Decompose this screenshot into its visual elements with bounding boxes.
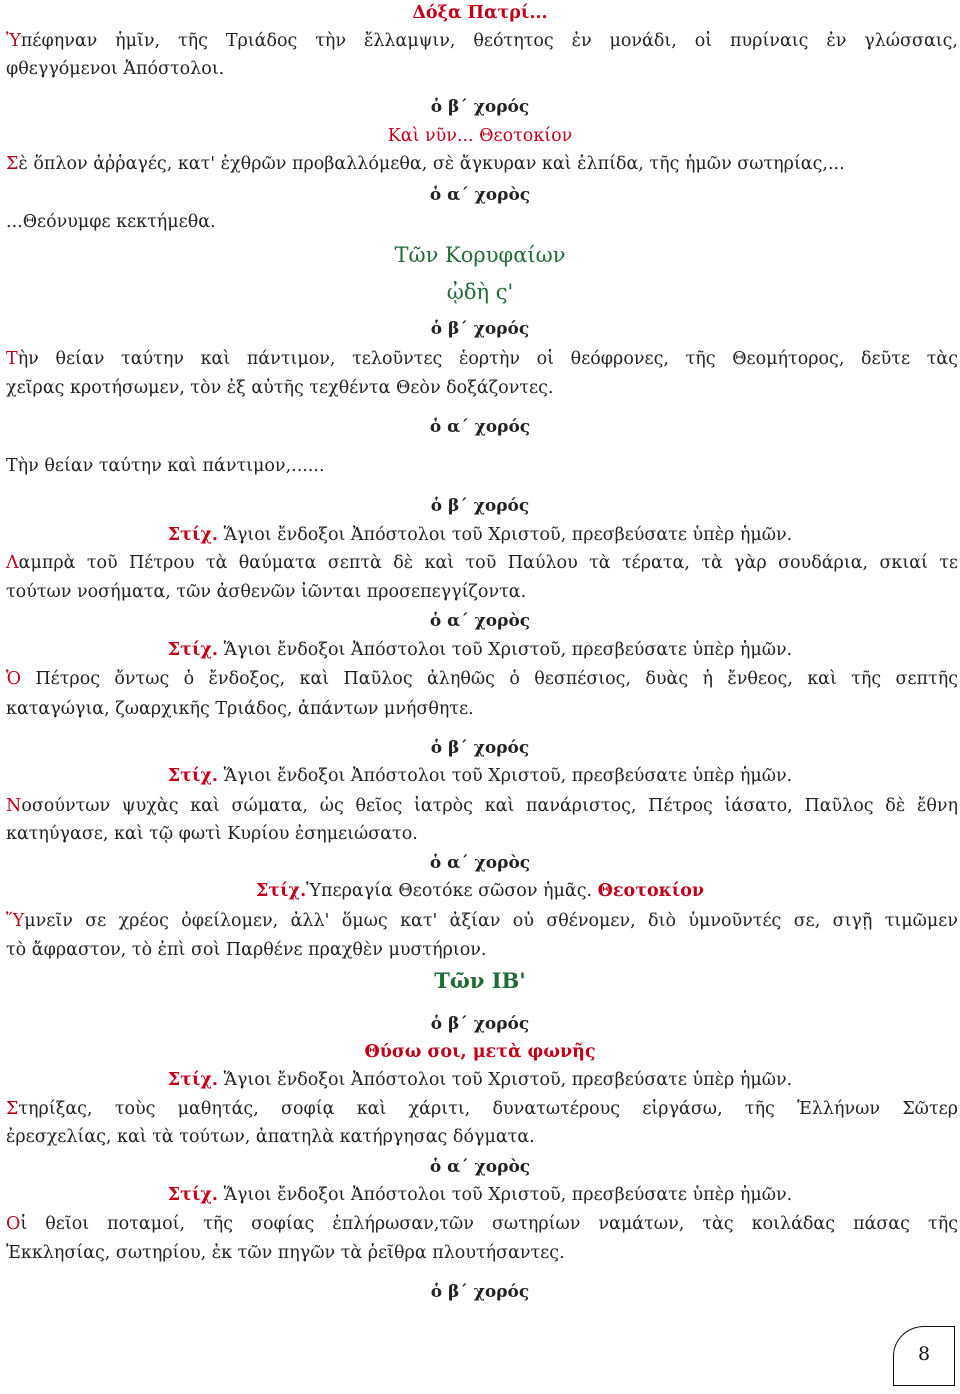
choir-text: ὁ α΄ χορὸς [429,611,531,631]
hymn-line [0,1242,960,1264]
initial-letter: Ο [6,1214,21,1234]
stichos-line [0,1184,960,1206]
hymn-line [0,1098,960,1120]
hymn-line [0,552,960,574]
hymn-text: ...Θεόνυμφε κεκτήμεθα. [6,212,216,232]
hymn-text: μνεῖν σε χρέος ὀφείλομεν, ἀλλ' ὅμως κατ' ἀξίαν οὐ σθένομεν, διὸ ὑμνοῦντές σε, σιγῇ τιμῶμεν [24,911,958,931]
hymn-text: τούτων νοσήματα, τῶν ἀσθενῶν ἰῶνται προσεπεγγίζοντα. [6,582,527,602]
section-heading [0,968,960,994]
hymn-text: πέφηναν ἡμῖν, τῆς Τριάδος τὴν ἔλλαμψιν, θεότητος ἐν μονάδι, οἱ πυρίναις ἐν γλώσσαις, [20,31,958,51]
choir-label [0,495,960,517]
choir-label [0,610,960,632]
page-number: 8 [918,1343,931,1365]
choir-text: ὁ β΄ χορός [430,319,530,339]
hymn-text: ἱ θεῖοι ποταμοί, τῆς σοφίας ἐπλήρωσαν,τῶν σωτηρίων ναμάτων, τὰς κοιλάδας πάσας τῆς [20,1214,958,1234]
choir-text: ὁ α΄ χορὸς [429,185,531,205]
hymn-line [0,668,960,690]
hymn-text: κατηύγασε, καὶ τῷ φωτὶ Κυρίου ἐσημειώσατο. [6,824,418,844]
initial-letter: Ὕ [6,911,25,931]
stichos-line [0,639,960,661]
hymn-text: οσούντων ψυχὰς καὶ σώματα, ὡς θεῖος ἰατρὸς καὶ πανάριστος, Πέτρος ἰάσατο, Παῦλος δὲ ἔθνη [21,796,958,816]
hymn-line [0,377,960,399]
stichos-label: Στίχ. [167,1185,219,1205]
stichos-label: Στίχ. [255,881,307,901]
hymn-line [0,581,960,603]
heading-text: Θύσω σοι, μετὰ φωνῆς [364,1042,596,1062]
section-heading [0,242,960,268]
hymn-text: ἐρεσχελίας, καὶ τὰ τούτων, ἀπατηλὰ κατήργησας δόγματα. [6,1127,535,1147]
stichos-label: Στίχ. [167,1070,219,1090]
stichos-text: Ἅγιοι ἔνδοξοι Ἀπόστολοι τοῦ Χριστοῦ, πρεσβεύσατε ὑπὲρ ἡμῶν. [223,766,793,786]
stichos-text: Ὑπεραγία Θεοτόκε σῶσον ἡμᾶς. [306,881,598,901]
stichos-line [0,524,960,546]
hymn-text: Ἐκκλησίας, σωτηρίου, ἐκ τῶν πηγῶν τὰ ῥεῖθρα πλουτήσαντες. [6,1243,565,1263]
heading-text: Καὶ νῦν... Θεοτοκίον [387,126,573,146]
hymn-text: ὴν θείαν ταύτην καὶ πάντιμον, τελοῦντες ἑορτὴν οἱ θεόφρονες, τῆς Θεομήτορος, δεῦτε τὰς [17,349,958,369]
hymn-text: αμπρὰ τοῦ Πέτρου τὰ θαύματα σεπτὰ δὲ καὶ τοῦ Παύλου τὰ τέρατα, τὰ γὰρ σουδάρια, σκιαί τε [18,553,958,573]
hymn-text: καταγώγια, ζωαρχικῆς Τριάδος, ἁπάντων μνήσθητε. [6,699,474,719]
hymn-text: ὲ ὅπλον ἀῤῥαγές, κατ' ἐχθρῶν προβαλλόμεθα, σὲ ἄγκυραν καὶ ἐλπίδα, τῆς ἡμῶν σωτηρίας,... [18,154,845,174]
stichos-line [0,765,960,787]
section-heading [0,125,960,147]
theotokion-label: Θεοτοκίον [597,881,705,901]
choir-text: ὁ β΄ χορός [430,496,530,516]
choir-label [0,1013,960,1035]
hymn-title [0,1041,960,1063]
hymn-line [0,455,960,477]
choir-label [0,96,960,118]
choir-text: ὁ β΄ χορός [430,1282,530,1302]
hymn-line [0,795,960,817]
stichos-line [0,880,960,902]
initial-letter: Ὑ [6,31,21,51]
stichos-label: Στίχ. [167,766,219,786]
hymn-line [0,823,960,845]
hymn-line [0,30,960,52]
choir-label [0,318,960,340]
hymn-line [0,348,960,370]
hymn-text: χεῖρας κροτήσωμεν, τὸν ἐξ αὐτῆς τεχθέντα Θεὸν δοξάζοντες. [6,378,554,398]
hymn-line [0,211,960,233]
choir-label [0,1156,960,1178]
choir-text: ὁ α΄ χορὸς [429,853,531,873]
hymn-text: Πέτρος ὄντως ὁ ἔνδοξος, καὶ Παῦλος ἀληθῶς ὁ θεσπέσιος, δυὰς ἡ ἔνθεος, καὶ τῆς σεπτῆς [21,669,958,689]
choir-label [0,1281,960,1303]
hymn-line [0,698,960,720]
choir-text: ὁ β΄ χορός [430,738,530,758]
stichos-label: Στίχ. [167,525,219,545]
stichos-text: Ἅγιοι ἔνδοξοι Ἀπόστολοι τοῦ Χριστοῦ, πρεσβεύσατε ὑπὲρ ἡμῶν. [223,525,793,545]
initial-letter: Σ [6,154,19,174]
initial-letter: Τ [6,349,18,369]
heading-text: Τῶν ΙΒ' [434,968,526,993]
stichos-text: Ἅγιοι ἔνδοξοι Ἀπόστολοι τοῦ Χριστοῦ, πρεσβεύσατε ὑπὲρ ἡμῶν. [223,640,793,660]
heading-text: Τῶν Κορυφαίων [394,243,566,267]
choir-label [0,852,960,874]
hymn-text: φθεγγόμενοι Ἀπόστολοι. [6,59,225,79]
hymn-line [0,1126,960,1148]
initial-letter: Σ [6,1099,19,1119]
hymn-line [0,153,960,175]
choir-label [0,416,960,438]
stichos-text: Ἅγιοι ἔνδοξοι Ἀπόστολοι τοῦ Χριστοῦ, πρεσβεύσατε ὑπὲρ ἡμῶν. [223,1070,793,1090]
hymn-line [0,910,960,932]
heading-text: ᾠδὴ ς' [446,280,514,304]
choir-label [0,184,960,206]
hymn-line [0,939,960,961]
ode-heading [0,279,960,305]
initial-letter: Ὁ [6,669,22,689]
hymn-text: Τὴν θείαν ταύτην καὶ πάντιμον,...... [6,456,325,476]
hymn-line [0,1213,960,1235]
hymn-text: τηρίξας, τοὺς μαθητάς, σοφίᾳ καὶ χάριτι, δυνατωτέρους εἰργάσω, τῆς Ἑλλήνων Σῶτερ [18,1099,958,1119]
doxa-heading [0,2,960,24]
choir-text: ὁ α΄ χορὸς [429,1157,531,1177]
choir-text: ὁ β΄ χορός [430,97,530,117]
choir-text: ὁ α΄ χορός [429,417,531,437]
initial-letter: Ν [6,796,22,816]
stichos-label: Στίχ. [167,640,219,660]
hymn-text: τὸ ἄφραστον, τὸ ἐπὶ σοὶ Παρθένε πραχθὲν μυστήριον. [6,940,487,960]
initial-letter: Λ [6,553,19,573]
choir-label [0,737,960,759]
stichos-line [0,1069,960,1091]
choir-text: ὁ β΄ χορός [430,1014,530,1034]
hymn-line [0,58,960,80]
heading-text: Δόξα Πατρί... [412,3,548,23]
stichos-text: Ἅγιοι ἔνδοξοι Ἀπόστολοι τοῦ Χριστοῦ, πρεσβεύσατε ὑπὲρ ἡμῶν. [223,1185,793,1205]
